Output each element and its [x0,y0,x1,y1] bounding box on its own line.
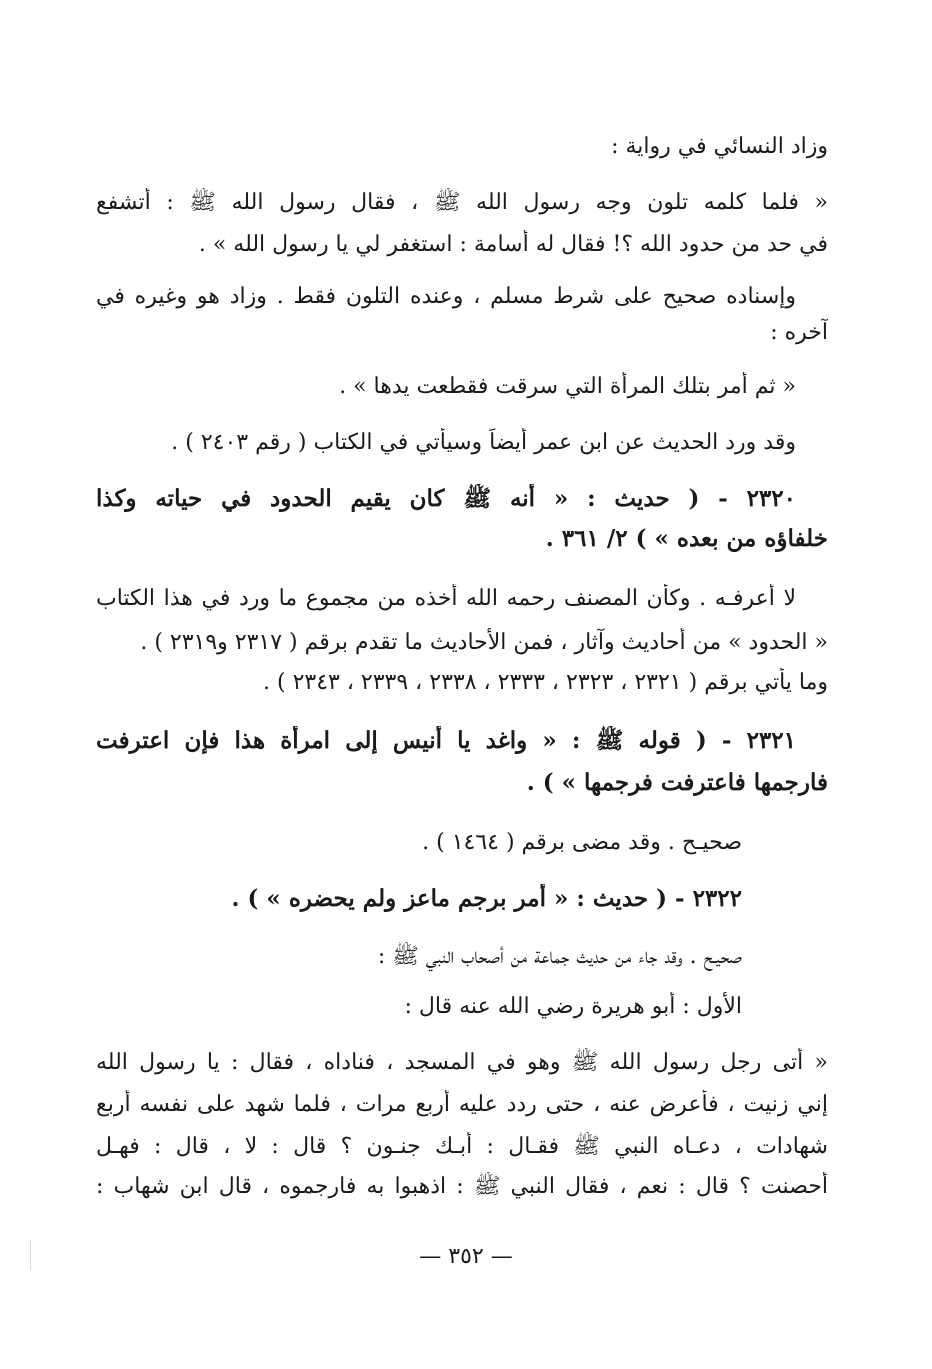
text-line: وما يأتي برقم ( ٢٣٢١ ، ٢٣٢٣ ، ٢٣٣٣ ، ٢٣٣٨ ، ٢٣٣٩ ، ٢٣٤٣ ) . [263,670,828,695]
text-line: إني زنيت ، فأعرض عنه ، حتى ردد عليه أربع مرات ، فلما شهد على نفسه أربع [96,1092,828,1117]
hadith-heading: ٢٣٢٠ - ( حديث : « أنه ﷺ كان يقيم الحدود في حياته وكذا [96,485,796,512]
text-line: « فلما كلمه تلون وجه رسول الله ﷺ ، فقال رسول الله ﷺ : أتشفع [96,190,828,215]
text-line: أحصنت ؟ قال : نعم ، فقال النبي ﷺ : اذهبوا به فارجموه ، قال ابن شهاب : [96,1174,828,1199]
hadith-heading: ٢٣٢١ - ( قوله ﷺ : « واغد يا أنيس إلى امرأة هذا فإن اعترفت [96,727,796,754]
text-line: وإسناده صحيح على شرط مسلم ، وعنده التلون فقط . وزاد هو وغيره في [96,284,796,309]
text-line: وقد ورد الحديث عن ابن عمر أيضاً وسيأتي في الكتاب ( رقم ٢٤٠٣ ) . [171,430,796,455]
text-line: صحيـح . وقد جاء من حديث جماعة من أصحاب النبي ﷺ : [377,944,742,969]
text-line: في حد من حدود الله ؟! فقال له أسامة : استغفر لي يا رسول الله » . [198,232,828,257]
text-line: وزاد النسائي في رواية : [611,134,828,159]
text-line: صحيـح . وقد مضى برقم ( ١٤٦٤ ) . [422,830,742,855]
margin-mark [30,1240,35,1270]
hadith-heading: ٢٣٢٢ - ( حديث : « أمر برجم ماعز ولم يحضره » ) . [231,885,742,912]
text-line: آخره : [770,320,828,345]
page-number: — ٣٥٢ — [419,1244,513,1269]
text-line: الأول : أبو هريرة رضي الله عنه قال : [404,994,742,1019]
text-line: « ثم أمر بتلك المرأة التي سرقت فقطعت يدها » . [339,374,796,399]
text-line: لا أعرفـه . وكأن المصنف رحمه الله أخذه من مجموع ما ورد في هذا الكتاب [96,586,796,611]
text-line: « الحدود » من أحاديث وآثار ، فمن الأحاديث ما تقدم برقم ( ٢٣١٧ و٢٣١٩ ) . [140,630,828,655]
text-line: شهادات ، دعـاه النبي ﷺ فقـال : أبـك جنـون ؟ قال : لا ، قال : فهـل [96,1134,828,1159]
text-line: « أتى رجل رسول الله ﷺ وهو في المسجد ، فناداه ، فقال : يا رسول الله [96,1050,828,1075]
hadith-heading: خلفاؤه من بعده » ) ٢/ ٣٦١ . [545,525,828,552]
hadith-heading: فارجمها فاعترفت فرجمها » ) . [526,769,828,796]
